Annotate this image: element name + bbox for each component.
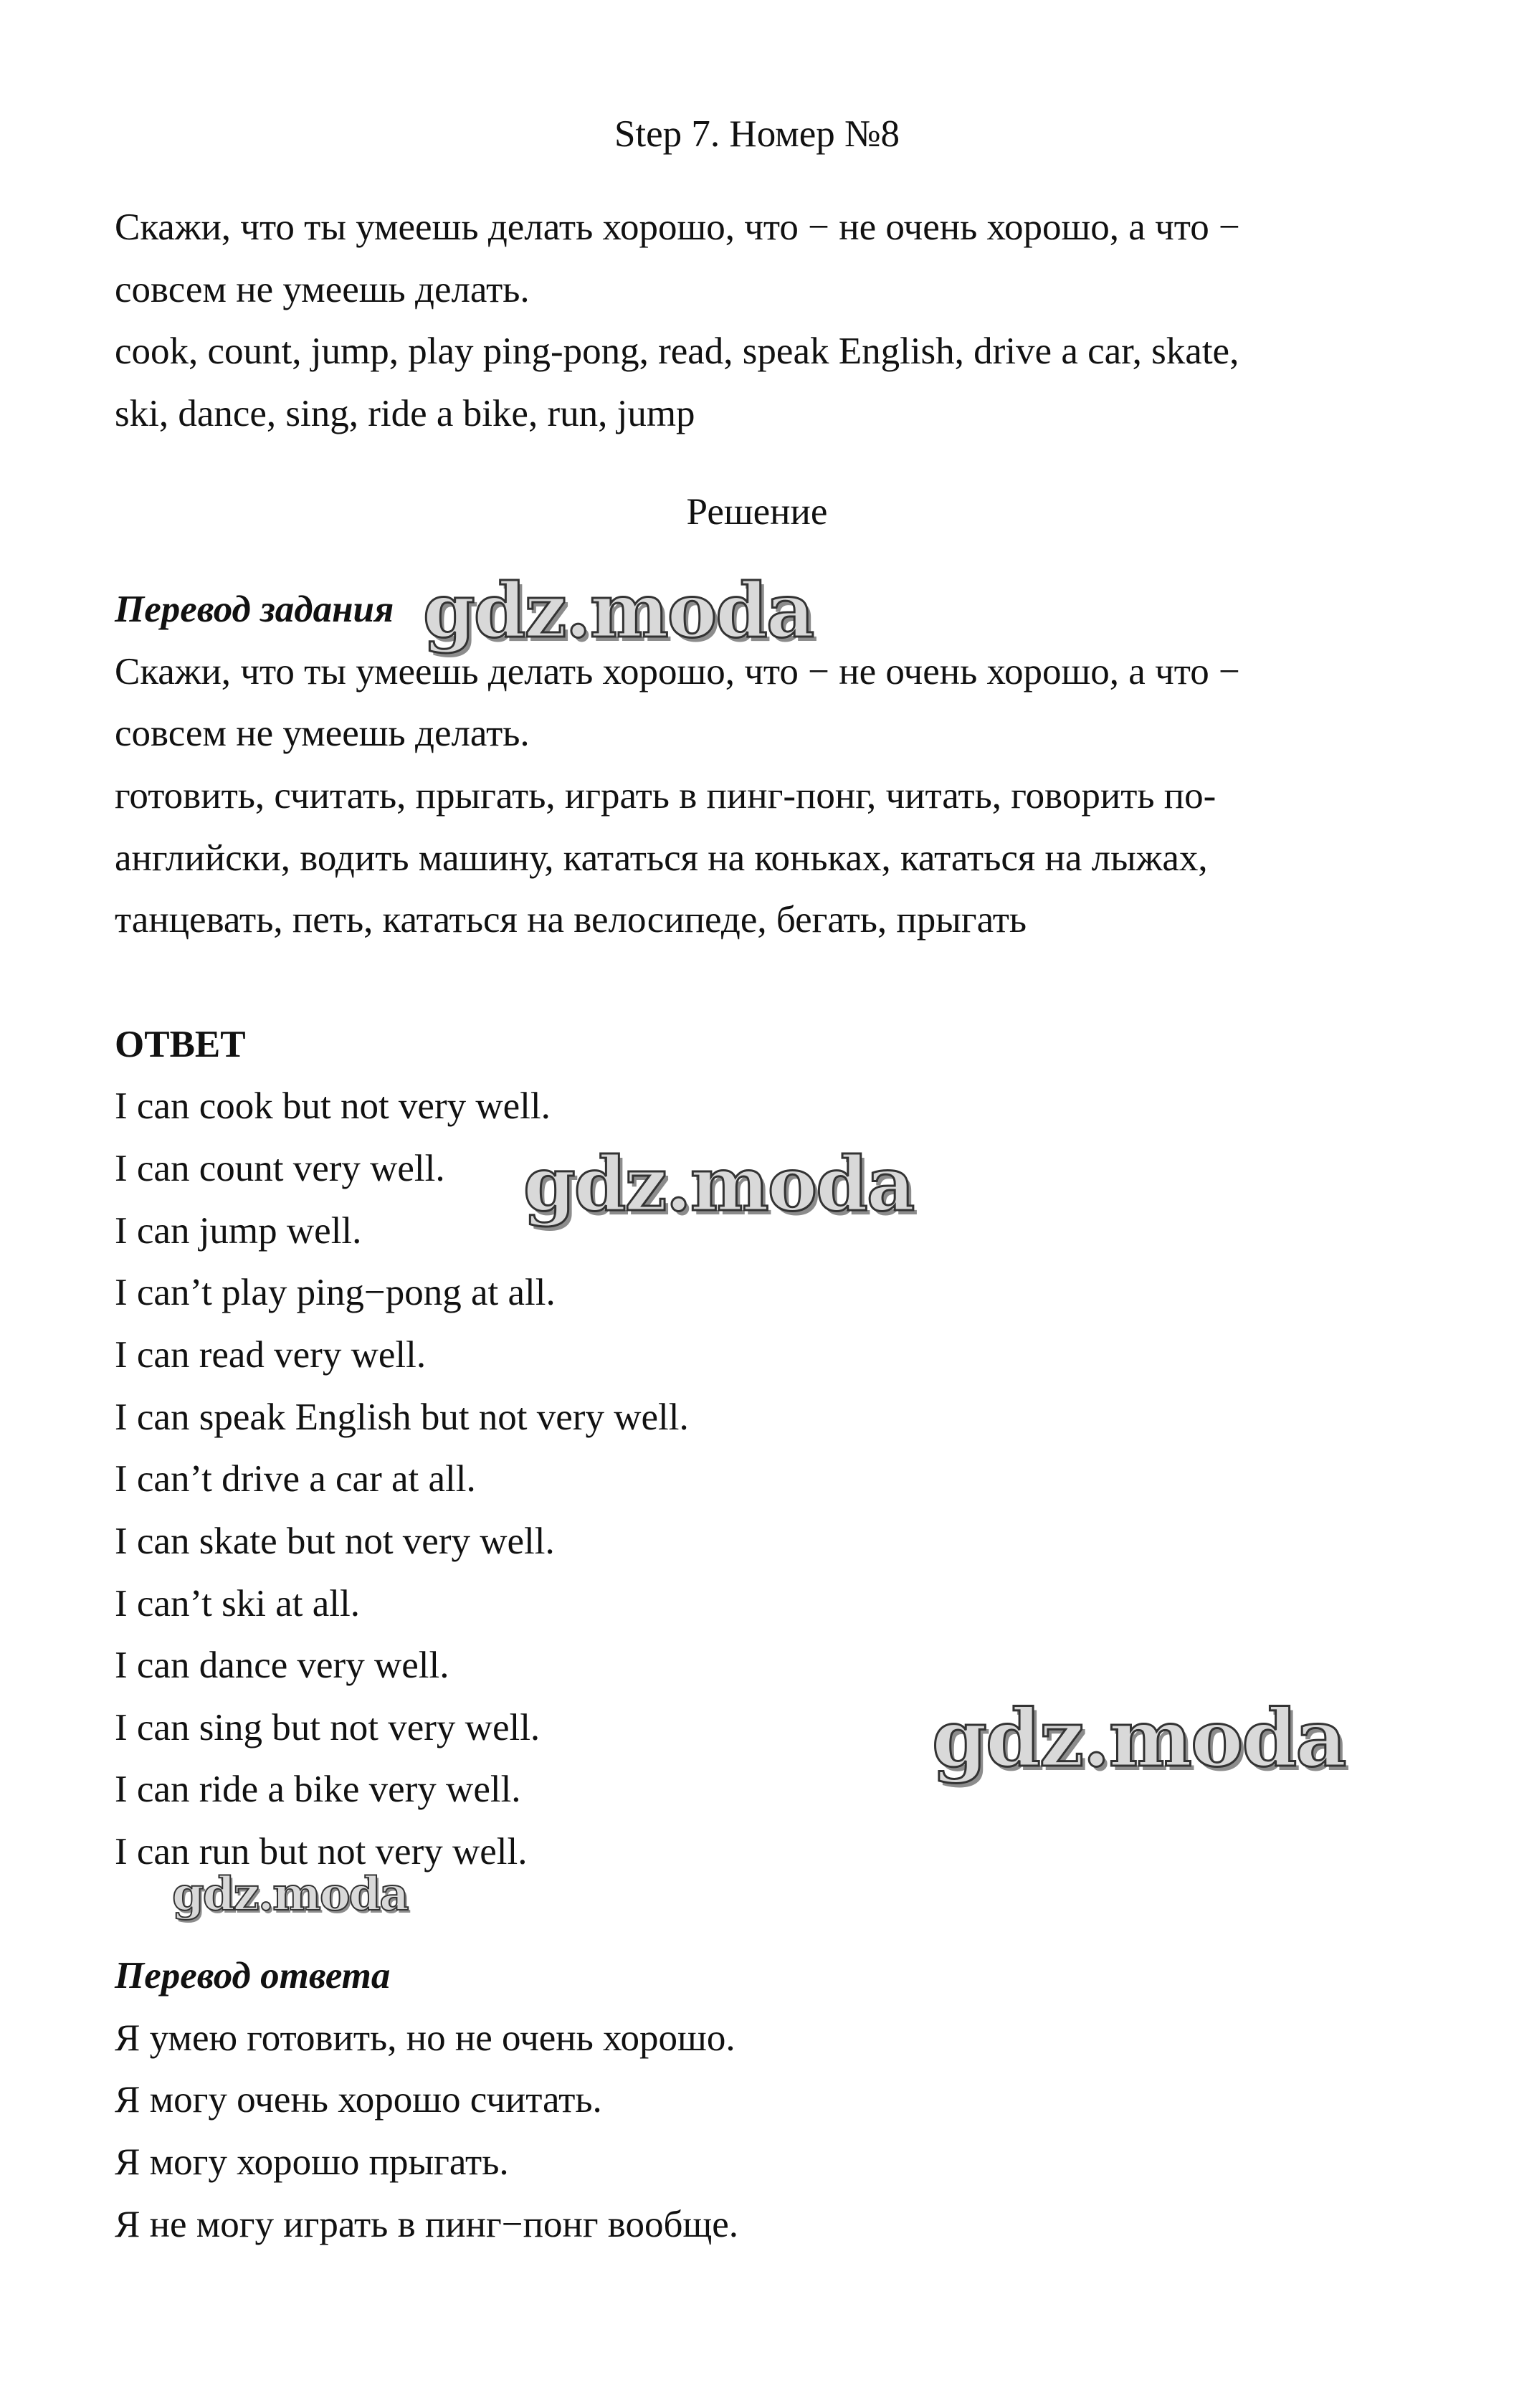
- task-line: совсем не умеешь делать.: [115, 269, 530, 310]
- watermark: gdz.moda: [172, 1867, 408, 1921]
- task-line: Скажи, что ты умеешь делать хорошо, что − не очень хорошо, а что −: [115, 206, 1240, 248]
- solution-heading: Решение: [686, 491, 828, 533]
- translation-task-line: Скажи, что ты умеешь делать хорошо, что − не очень хорошо, а что −: [115, 651, 1240, 693]
- answer-line: I can jump well.: [115, 1210, 362, 1252]
- page-header: Step 7. Номер №8: [614, 113, 900, 155]
- answer-line: I can ride a bike very well.: [115, 1769, 521, 1810]
- answer-line: I can speak English but not very well.: [115, 1396, 689, 1438]
- task-line: cook, count, jump, play ping-pong, read, speak English, drive a car, skate,: [115, 330, 1239, 372]
- translation-task-line: танцевать, петь, кататься на велосипеде, бегать, прыгать: [115, 899, 1027, 941]
- translation-task-heading: Перевод задания: [115, 589, 394, 630]
- answer-line: I can count very well.: [115, 1148, 445, 1189]
- answer-line: I can’t drive a car at all.: [115, 1458, 476, 1500]
- translation-task-line: готовить, считать, прыгать, играть в пинг-понг, читать, говорить по-: [115, 775, 1217, 817]
- translation-task-line: совсем не умеешь делать.: [115, 713, 530, 754]
- watermark: gdz.moda: [523, 1140, 914, 1228]
- translation-task-line: английски, водить машину, кататься на коньках, кататься на лыжах,: [115, 837, 1208, 879]
- translation-answer-line: Я не могу играть в пинг−понг вообще.: [115, 2204, 739, 2245]
- answer-heading: ОТВЕТ: [115, 1024, 246, 1065]
- answer-line: I can’t ski at all.: [115, 1583, 360, 1624]
- answer-line: I can read very well.: [115, 1334, 427, 1376]
- watermark: gdz.moda: [932, 1692, 1346, 1784]
- watermark: gdz.moda: [423, 566, 814, 655]
- translation-answer-line: Я умею готовить, но не очень хорошо.: [115, 2017, 735, 2059]
- answer-line: I can run but not very well.: [115, 1831, 528, 1872]
- answer-line: I can dance very well.: [115, 1645, 449, 1686]
- answer-line: I can cook but not very well.: [115, 1085, 551, 1127]
- task-line: ski, dance, sing, ride a bike, run, jump: [115, 393, 695, 434]
- answer-line: I can skate but not very well.: [115, 1521, 555, 1562]
- answer-line: I can sing but not very well.: [115, 1707, 541, 1748]
- translation-answer-line: Я могу очень хорошо считать.: [115, 2079, 602, 2121]
- translation-answer-heading: Перевод ответа: [115, 1955, 391, 1997]
- answer-line: I can’t play ping−pong at all.: [115, 1272, 556, 1313]
- translation-answer-line: Я могу хорошо прыгать.: [115, 2141, 509, 2183]
